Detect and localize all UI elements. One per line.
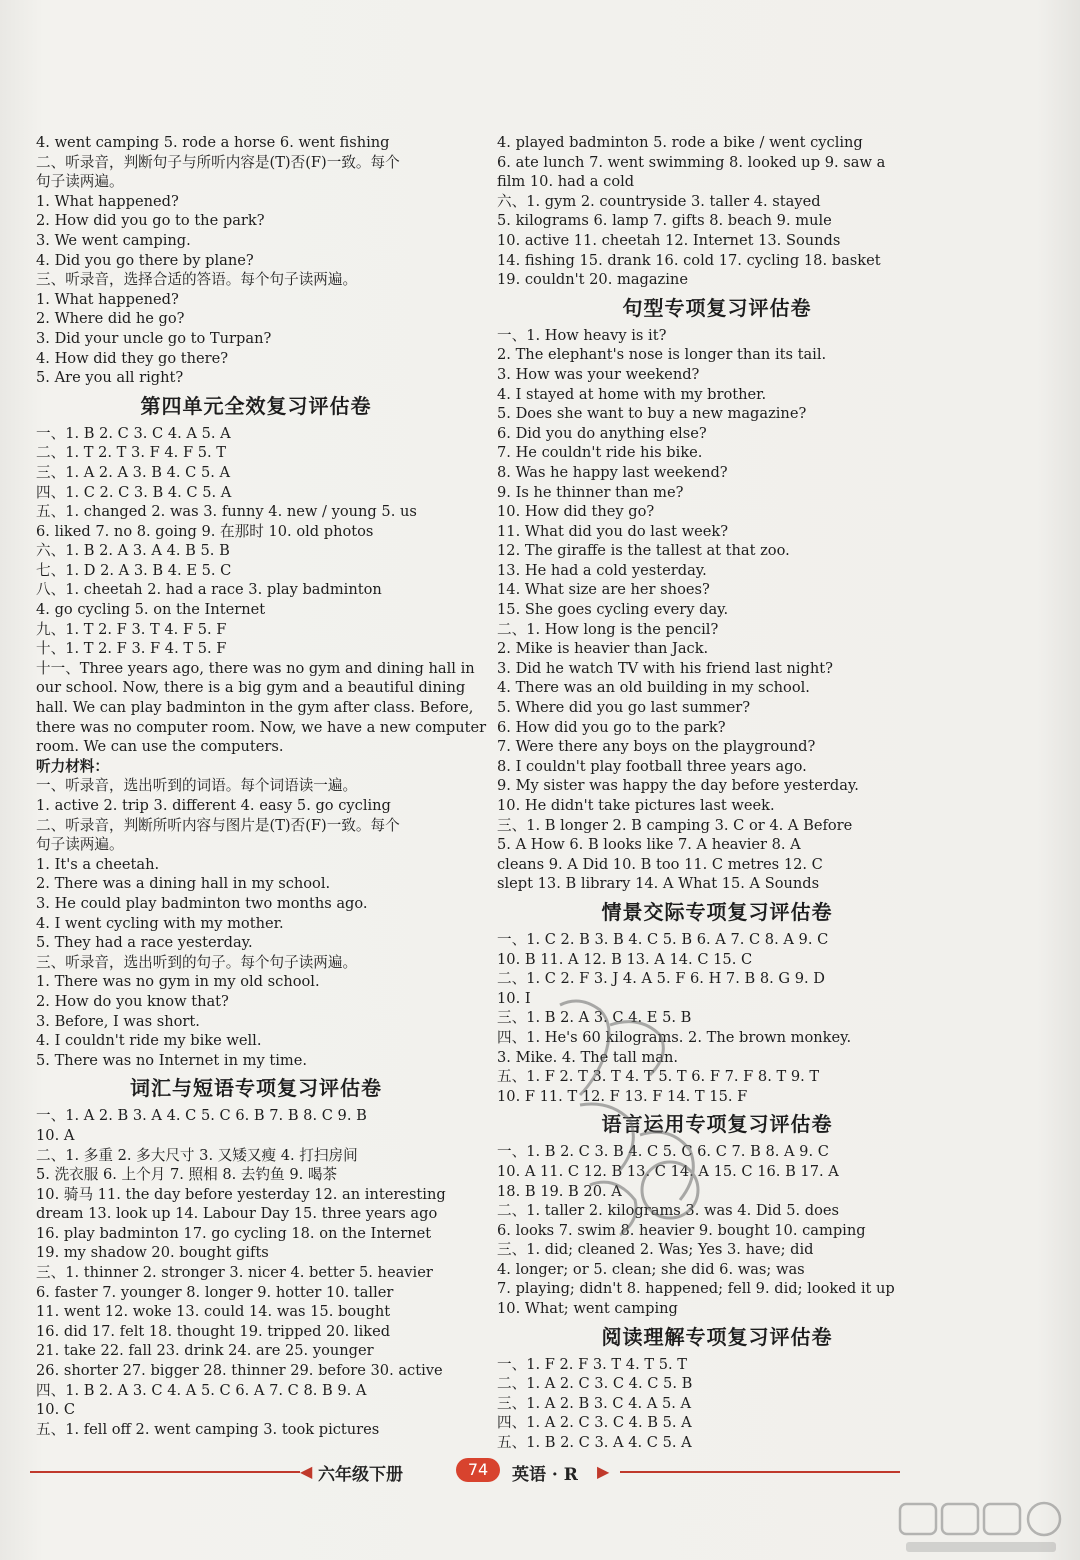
answer-line: 2. Mike is heavier than Jack. [497, 640, 709, 658]
answer-line: 5. kilograms 6. lamp 7. gifts 8. beach 9. mule [497, 212, 832, 230]
answer-line: 6. faster 7. younger 8. longer 9. hotter 10. taller [36, 1283, 394, 1301]
answer-line: 4. How did they go there? [36, 349, 229, 367]
answer-line: 三、1. A 2. A 3. B 4. C 5. A [36, 463, 231, 481]
answer-line: 9. My sister was happy the day before yesterday. [497, 777, 859, 795]
answer-line: 10. What; went camping [497, 1300, 678, 1318]
answer-line: 21. take 22. fall 23. drink 24. are 25. younger [36, 1342, 374, 1360]
answer-line: 16. play badminton 17. go cycling 18. on the Internet [36, 1224, 432, 1242]
left-column [36, 133, 487, 1439]
answer-line: 5. There was no Internet in my time. [36, 1051, 307, 1069]
answer-line: 5. A How 6. B looks like 7. A heavier 8. A [497, 836, 801, 854]
answer-line: 16. did 17. felt 18. thought 19. tripped 20. liked [36, 1322, 391, 1340]
answer-line: 五、1. changed 2. was 3. funny 4. new / young 5. us [36, 503, 417, 521]
answer-line: 2. How do you know that? [36, 992, 229, 1010]
answer-line: 11. went 12. woke 13. could 14. was 15. bought [36, 1303, 391, 1321]
answer-line: 5. They had a race yesterday. [36, 934, 253, 952]
answer-line: 10. B 11. A 12. B 13. A 14. C 15. C [497, 950, 753, 968]
answer-line: hall. We can play badminton in the gym after class. Before, [36, 699, 474, 717]
answer-line: 10. active 11. cheetah 12. Internet 13. Sounds [497, 231, 841, 249]
answer-line: 九、1. T 2. F 3. T 4. F 5. F [36, 620, 227, 638]
answer-line: 3. Before, I was short. [36, 1012, 200, 1030]
answer-line: 一、1. How heavy is it? [497, 326, 667, 344]
answer-line: 三、1. B 2. A 3. C 4. E 5. B [497, 1009, 692, 1027]
answer-line: 3. How was your weekend? [497, 365, 700, 383]
answer-line: 5. 洗衣服 6. 上个月 7. 照相 8. 去钓鱼 9. 喝茶 [36, 1166, 338, 1184]
footer-subject: 英语 · R [512, 1465, 578, 1485]
answer-line: dream 13. look up 14. Labour Day 15. three years ago [36, 1205, 438, 1223]
answer-line: 一、1. A 2. B 3. A 4. C 5. C 6. B 7. B 8. C 9. B [36, 1107, 367, 1125]
answer-line: 18. B 19. B 20. A [497, 1182, 622, 1200]
answer-line: 6. liked 7. no 8. going 9. 在那时 10. old photos [36, 522, 374, 540]
answer-line: 8. Was he happy last weekend? [497, 463, 728, 481]
answer-line: 三、听录音，选出听到的句子。每个句子读两遍。 [36, 953, 358, 971]
section-heading: 语言运用专项复习评估卷 [601, 1112, 833, 1137]
answer-line: 13. He had a cold yesterday. [497, 561, 707, 579]
answer-line: 二、1. taller 2. kilograms 3. was 4. Did 5. does [497, 1202, 840, 1220]
answer-line: film 10. had a cold [497, 173, 635, 191]
answer-line: 4. played badminton 5. rode a bike / went cycling [497, 134, 863, 151]
answer-line: 一、听录音，选出听到的词语。每个词语读一遍。 [36, 777, 358, 795]
answer-line: 7. He couldn't ride his bike. [497, 444, 703, 462]
answer-line: 二、1. T 2. T 3. F 4. F 5. T [36, 444, 227, 462]
site-logo-watermark [896, 1500, 1066, 1556]
answer-line: 3. Did he watch TV with his friend last night? [497, 659, 833, 677]
answer-line: 句子读两遍。 [36, 173, 124, 191]
page-number-badge: 74 [456, 1458, 500, 1482]
answer-line: 七、1. D 2. A 3. B 4. E 5. C [36, 561, 232, 579]
answer-line: 1. What happened? [36, 192, 179, 210]
answer-line: 14. What size are her shoes? [497, 581, 710, 599]
right-column [497, 133, 937, 1453]
answer-line: 4. I stayed at home with my brother. [497, 385, 767, 403]
answer-line: 二、1. A 2. C 3. C 4. C 5. B [497, 1375, 693, 1393]
answer-line: 7. playing; didn't 8. happened; fell 9. did; looked it up [497, 1280, 895, 1298]
answer-line: our school. Now, there is a big gym and a beautiful dining [36, 679, 466, 697]
answer-line: 二、1. How long is the pencil? [497, 620, 719, 638]
answer-line: 2. Where did he go? [36, 310, 185, 328]
answer-line: slept 13. B library 14. A What 15. A Sounds [497, 875, 820, 893]
answer-line: 10. How did they go? [497, 503, 655, 521]
answer-line: 十、1. T 2. F 3. F 4. T 5. F [36, 640, 227, 658]
footer-rule-left [30, 1471, 300, 1473]
answer-line: 一、1. F 2. F 3. T 4. T 5. T [497, 1355, 688, 1373]
answer-line: 1. active 2. trip 3. different 4. easy 5. go cycling [36, 797, 391, 814]
answer-line: 二、1. 多重 2. 多大尺寸 3. 又矮又瘦 4. 打扫房间 [36, 1146, 358, 1164]
answer-line: 10. A [36, 1126, 75, 1144]
answer-line: 三、听录音，选择合适的答语。每个句子读两遍。 [36, 271, 358, 289]
answer-line: 1. What happened? [36, 290, 179, 308]
answer-line: 10. A 11. C 12. B 13. C 14. A 15. C 16. B 17. A [497, 1162, 839, 1180]
answer-line: 3. He could play badminton two months ago. [36, 894, 368, 912]
answer-line: there was no computer room. Now, we have a new computer [36, 718, 487, 736]
answer-line: 四、1. A 2. C 3. C 4. B 5. A [497, 1414, 692, 1432]
answer-line: 11. What did you do last week? [497, 522, 729, 540]
answer-line: 6. Did you do anything else? [497, 424, 707, 442]
answer-line: 五、1. F 2. T 3. T 4. T 5. T 6. F 7. F 8. T 9. T [497, 1068, 820, 1086]
answer-line: 四、1. B 2. A 3. C 4. A 5. C 6. A 7. C 8. B 9. A [36, 1381, 367, 1399]
answer-line: room. We can use the computers. [36, 738, 284, 756]
answer-line: 7. Were there any boys on the playground? [497, 738, 816, 756]
answer-line: 4. went camping 5. rode a horse 6. went fishing [36, 134, 390, 151]
answer-line: 一、1. B 2. C 3. B 4. C 5. C 6. C 7. B 8. A 9. C [497, 1143, 829, 1161]
answer-line: 五、1. B 2. C 3. A 4. C 5. A [497, 1434, 692, 1452]
answer-line: 一、1. B 2. C 3. C 4. A 5. A [36, 424, 231, 442]
answer-line: 句子读两遍。 [36, 836, 124, 854]
section-heading: 情景交际专项复习评估卷 [601, 899, 833, 924]
answer-line: 15. She goes cycling every day. [497, 601, 729, 619]
answer-line: 10. 骑马 11. the day before yesterday 12. an interesting [36, 1185, 446, 1203]
answer-line: cleans 9. A Did 10. B too 11. C metres 12. C [497, 855, 823, 873]
section-heading: 句型专项复习评估卷 [622, 295, 812, 320]
answer-line: 19. couldn't 20. magazine [497, 271, 688, 289]
answer-line: 二、听录音，判断句子与所听内容是(T)否(F)一致。每个 [36, 153, 400, 171]
answer-line: 2. How did you go to the park? [36, 212, 265, 230]
section-heading: 第四单元全效复习评估卷 [140, 393, 372, 418]
answer-line: 4. Did you go there by plane? [36, 251, 254, 269]
section-heading: 词汇与短语专项复习评估卷 [130, 1076, 382, 1101]
answer-line: 二、1. C 2. F 3. J 4. A 5. F 6. H 7. B 8. G 9. D [497, 970, 825, 988]
answer-line: 一、1. C 2. B 3. B 4. C 5. B 6. A 7. C 8. A 9. C [497, 930, 829, 948]
answer-line: 6. ate lunch 7. went swimming 8. looked up 9. saw a [497, 153, 886, 171]
answer-line: 三、1. B longer 2. B camping 3. C or 4. A Before [497, 816, 853, 834]
answer-line: 6. looks 7. swim 8. heavier 9. bought 10. camping [497, 1221, 866, 1239]
footer-grade: 六年级下册 [318, 1465, 403, 1485]
answer-line: 1. It's a cheetah. [36, 855, 160, 873]
answer-line: 六、1. B 2. A 3. A 4. B 5. B [36, 542, 230, 560]
answer-line: 4. longer; or 5. clean; she did 6. was; was [497, 1260, 805, 1278]
answer-line: 4. go cycling 5. on the Internet [36, 601, 266, 619]
answer-line: 4. There was an old building in my school. [497, 679, 810, 697]
answer-line: 三、1. thinner 2. stronger 3. nicer 4. better 5. heavier [36, 1264, 433, 1282]
answer-line: 二、听录音，判断所听内容与图片是(T)否(F)一致。每个 [36, 816, 400, 834]
footer-rule-right [620, 1471, 900, 1473]
answer-line: 3. We went camping. [36, 231, 191, 249]
answer-line: 四、1. He's 60 kilograms. 2. The brown monkey. [497, 1028, 852, 1046]
answer-line: 4. I couldn't ride my bike well. [36, 1032, 262, 1050]
answer-line: 6. How did you go to the park? [497, 718, 726, 736]
answer-line: 5. Are you all right? [36, 369, 184, 387]
footer-arrow-left-icon: ◀ [300, 1462, 313, 1481]
answer-line: 2. There was a dining hall in my school. [36, 875, 331, 893]
page-footer [0, 1458, 1080, 1484]
answer-line: 10. F 11. T 12. F 13. F 14. T 15. F [497, 1087, 748, 1105]
answer-line: 三、1. did; cleaned 2. Was; Yes 3. have; did [497, 1241, 814, 1259]
answer-line: 八、1. cheetah 2. had a race 3. play badminton [36, 581, 382, 599]
answer-line: 1. There was no gym in my old school. [36, 973, 320, 991]
answer-line: 26. shorter 27. bigger 28. thinner 29. before 30. active [36, 1362, 443, 1380]
answer-line: 三、1. A 2. B 3. C 4. A 5. A [497, 1394, 692, 1412]
answer-line: 五、1. fell off 2. went camping 3. took pictures [36, 1420, 380, 1438]
footer-arrow-right-icon: ▶ [597, 1462, 610, 1481]
answer-line: 3. Mike. 4. The tall man. [497, 1048, 679, 1066]
answer-line: 19. my shadow 20. bought gifts [36, 1244, 269, 1262]
answer-line: 3. Did your uncle go to Turpan? [36, 329, 272, 347]
answer-line: 10. C [36, 1401, 76, 1419]
answer-line: 4. I went cycling with my mother. [36, 914, 284, 932]
answer-line: 8. I couldn't play football three years ago. [497, 757, 807, 775]
answer-line: 10. I [497, 989, 531, 1007]
answer-line: 十一、Three years ago, there was no gym and dining hall in [36, 659, 475, 677]
answer-line: 10. He didn't take pictures last week. [497, 797, 775, 814]
section-heading: 阅读理解专项复习评估卷 [601, 1324, 833, 1349]
answer-line: 12. The giraffe is the tallest at that zoo. [497, 542, 790, 560]
answer-line: 四、1. C 2. C 3. B 4. C 5. A [36, 483, 232, 501]
answer-line: 六、1. gym 2. countryside 3. taller 4. stayed [497, 192, 821, 210]
answer-line: 5. Does she want to buy a new magazine? [497, 405, 807, 423]
answer-line: 5. Where did you go last summer? [497, 699, 751, 717]
answer-line: 2. The elephant's nose is longer than its tail. [497, 346, 827, 364]
answer-line: 听力材料： [36, 757, 109, 775]
answer-line: 14. fishing 15. drank 16. cold 17. cycling 18. basket [497, 251, 881, 269]
answer-line: 9. Is he thinner than me? [497, 483, 684, 501]
